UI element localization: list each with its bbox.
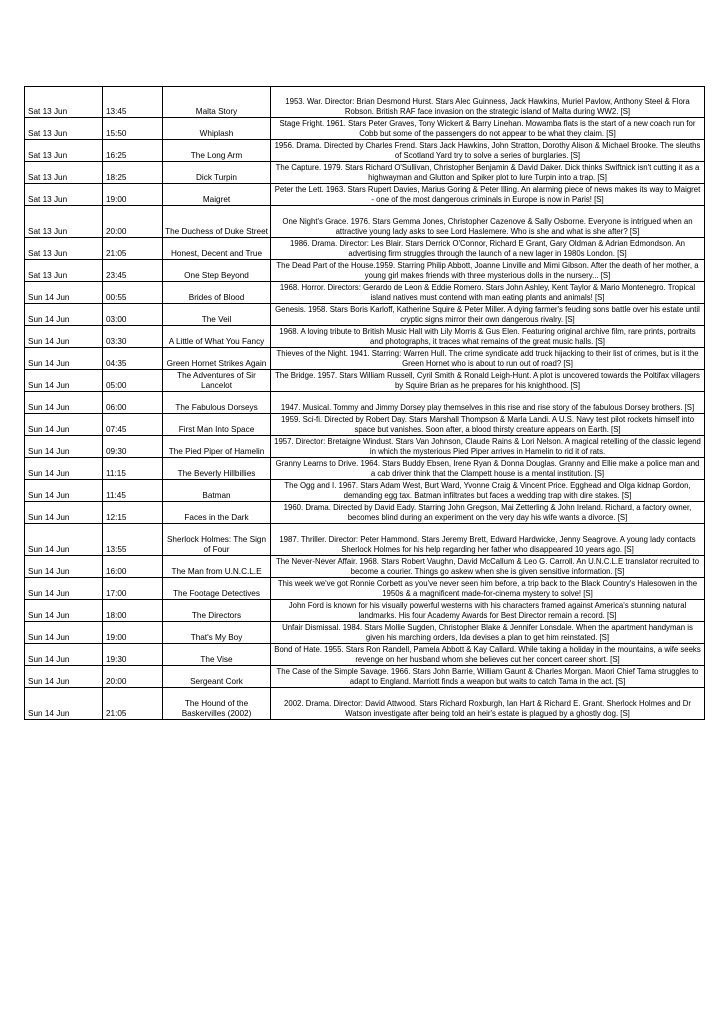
description-cell: 1953. War. Director: Brian Desmond Hurst. Stars Alec Guinness, Jack Hawkins, Muriel Pavlow, Anthony Steel & Flora Robson. British RAF face invasion on the strategic island of Malta during WW2. [S] xyxy=(271,87,705,118)
time-cell: 20:00 xyxy=(103,206,163,238)
schedule-row xyxy=(25,502,705,524)
date-cell: Sat 13 Jun xyxy=(25,238,103,260)
time-cell: 13:55 xyxy=(103,524,163,556)
time-cell: 18:25 xyxy=(103,162,163,184)
schedule-table xyxy=(24,86,705,720)
date-cell: Sat 13 Jun xyxy=(25,206,103,238)
title-cell: First Man Into Space xyxy=(163,414,271,436)
time-cell: 11:15 xyxy=(103,458,163,480)
date-cell: Sat 13 Jun xyxy=(25,260,103,282)
schedule-row xyxy=(25,140,705,162)
title-cell: The Long Arm xyxy=(163,140,271,162)
date-cell: Sun 14 Jun xyxy=(25,436,103,458)
schedule-row xyxy=(25,600,705,622)
description-cell: 1956. Drama. Directed by Charles Frend. Stars Jack Hawkins, John Stratton, Dorothy Alison & Michael Brooke. The sleuths of Scotland Yard try to solve a series of burglaries. [S] xyxy=(271,140,705,162)
date-cell: Sun 14 Jun xyxy=(25,282,103,304)
description-cell: 1968. Horror. Directors: Gerardo de Leon & Eddie Romero. Stars John Ashley, Kent Taylor & Mario Montenegro. Tropical island natives must contend with man eating plants and animals! [S] xyxy=(271,282,705,304)
date-cell: Sat 13 Jun xyxy=(25,184,103,206)
title-cell: Malta Story xyxy=(163,87,271,118)
schedule-sheet xyxy=(24,86,704,720)
schedule-row xyxy=(25,436,705,458)
time-cell: 16:25 xyxy=(103,140,163,162)
time-cell: 17:00 xyxy=(103,578,163,600)
description-cell: Granny Learns to Drive. 1964. Stars Buddy Ebsen, Irene Ryan & Donna Douglas. Granny and Ellie make a police man and a cab driver think that the Clampett house is a mental institution. [S] xyxy=(271,458,705,480)
description-cell: 1947. Musical. Tommy and Jimmy Dorsey play themselves in this rise and rise story of the fabulous Dorsey brothers. [S] xyxy=(271,392,705,414)
date-cell: Sat 13 Jun xyxy=(25,162,103,184)
description-cell: Unfair Dismissal. 1984. Stars Mollie Sugden, Christopher Blake & Jennifer Lonsdale. When the apartment handyman is given his marching orders, Ida devises a plan to get him reinstated. [S] xyxy=(271,622,705,644)
description-cell: 1986. Drama. Director: Les Blair. Stars Derrick O'Connor, Richard E Grant, Gary Oldman & Adrian Edmondson. An advertising firm struggles through the launch of a new lager in 1980s London. [S] xyxy=(271,238,705,260)
time-cell: 09:30 xyxy=(103,436,163,458)
schedule-row xyxy=(25,524,705,556)
title-cell: The Pied Piper of Hamelin xyxy=(163,436,271,458)
title-cell: Dick Turpin xyxy=(163,162,271,184)
schedule-row xyxy=(25,644,705,666)
title-cell: Green Hornet Strikes Again xyxy=(163,348,271,370)
time-cell: 23:45 xyxy=(103,260,163,282)
schedule-row xyxy=(25,206,705,238)
description-cell: 1957. Director: Bretaigne Windust. Stars Van Johnson, Claude Rains & Lori Nelson. A magical retelling of the classic legend in which the mysterious Pied Piper arrives in Hamelin to rid it of rats. xyxy=(271,436,705,458)
title-cell: The Man from U.N.C.L.E xyxy=(163,556,271,578)
schedule-row xyxy=(25,556,705,578)
description-cell: 1959. Sci-fi. Directed by Robert Day. Stars Marshall Thompson & Marla Landi. A U.S. Navy test pilot rockets himself into space but vanishes. Soon after, a blood thirsty creature appears on Earth. [S] xyxy=(271,414,705,436)
title-cell: A Little of What You Fancy xyxy=(163,326,271,348)
title-cell: Maigret xyxy=(163,184,271,206)
date-cell: Sun 14 Jun xyxy=(25,578,103,600)
date-cell: Sun 14 Jun xyxy=(25,458,103,480)
schedule-row xyxy=(25,184,705,206)
title-cell: The Hound of the Baskervilles (2002) xyxy=(163,688,271,720)
description-cell: This week we've got Ronnie Corbett as you've never seen him before, a trip back to the Black Country's Halesowen in the 1950s & a magnificent made-for-cinema mystery to solve! [S] xyxy=(271,578,705,600)
schedule-row xyxy=(25,622,705,644)
title-cell: Brides of Blood xyxy=(163,282,271,304)
date-cell: Sat 13 Jun xyxy=(25,140,103,162)
description-cell: John Ford is known for his visually powerful westerns with his characters framed against America's stunning natural landmarks. His four Academy Awards for Best Director remain a record. [S] xyxy=(271,600,705,622)
title-cell: Whiplash xyxy=(163,118,271,140)
description-cell: The Never-Never Affair. 1968. Stars Robert Vaughn, David McCallum & Leo G. Carroll. An U.N.C.L.E translator recruited to become a courier. Things go askew when she is given sensitive information. [S] xyxy=(271,556,705,578)
title-cell: The Fabulous Dorseys xyxy=(163,392,271,414)
description-cell: 1968. A loving tribute to British Music Hall with Lily Morris & Gus Elen. Featuring original archive film, rare prints, portraits and photographs, it traces what remains of the great music halls. [S] xyxy=(271,326,705,348)
title-cell: That's My Boy xyxy=(163,622,271,644)
schedule-row xyxy=(25,480,705,502)
time-cell: 13:45 xyxy=(103,87,163,118)
description-cell: Thieves of the Night. 1941. Starring: Warren Hull. The crime syndicate add truck hijacking to their list of crimes, but is it the Green Hornet who is about to run out of road? [S] xyxy=(271,348,705,370)
schedule-row xyxy=(25,326,705,348)
schedule-row xyxy=(25,118,705,140)
description-cell: The Case of the Simple Savage. 1966. Stars John Barrie, William Gaunt & Charles Morgan. Maori Chief Tama struggles to adapt to England. Marriott finds a weapon but waits to catch Tama in the act. [S] xyxy=(271,666,705,688)
description-cell: The Bridge. 1957. Stars William Russell, Cyril Smith & Ronald Leigh-Hunt. A plot is uncovered towards the Poltifax villagers by Squire Brian as he prepares for his knighthood. [S] xyxy=(271,370,705,392)
schedule-row xyxy=(25,392,705,414)
date-cell: Sun 14 Jun xyxy=(25,304,103,326)
date-cell: Sun 14 Jun xyxy=(25,622,103,644)
description-cell: Genesis. 1958. Stars Boris Karloff, Katherine Squire & Peter Miller. A dying farmer's feuding sons battle over his estate until cryptic signs mirror their own dangerous rivalry. [S] xyxy=(271,304,705,326)
title-cell: Faces in the Dark xyxy=(163,502,271,524)
schedule-row xyxy=(25,162,705,184)
description-cell: The Dead Part of the House.1959. Starring Philip Abbott, Joanne Linville and Mimi Gibson. After the death of her mother, a young girl makes friends with three mysterious dolls in the nursery... [S] xyxy=(271,260,705,282)
title-cell: One Step Beyond xyxy=(163,260,271,282)
title-cell: The Veil xyxy=(163,304,271,326)
date-cell: Sun 14 Jun xyxy=(25,600,103,622)
title-cell: The Footage Detectives xyxy=(163,578,271,600)
date-cell: Sun 14 Jun xyxy=(25,370,103,392)
schedule-row xyxy=(25,458,705,480)
description-cell: Stage Fright. 1961. Stars Peter Graves, Tony Wickert & Barry Linehan. Mowamba flats is the start of a new coach run for Cobb but some of the passengers do not appear to be what they claim. [S] xyxy=(271,118,705,140)
title-cell: Batman xyxy=(163,480,271,502)
date-cell: Sun 14 Jun xyxy=(25,326,103,348)
date-cell: Sun 14 Jun xyxy=(25,644,103,666)
description-cell: The Ogg and I. 1967. Stars Adam West, Burt Ward, Yvonne Craig & Vincent Price. Egghead and Olga kidnap Gordon, demanding egg tax. Batman infiltrates but faces a wedding trap with dire stakes. [S] xyxy=(271,480,705,502)
time-cell: 05:00 xyxy=(103,370,163,392)
schedule-row xyxy=(25,348,705,370)
description-cell: 2002. Drama. Director: David Attwood. Stars Richard Roxburgh, Ian Hart & Richard E. Grant. Sherlock Holmes and Dr Watson investigate after being told an heir's estate is plagued by a ghostly dog. [S] xyxy=(271,688,705,720)
title-cell: The Vise xyxy=(163,644,271,666)
date-cell: Sun 14 Jun xyxy=(25,414,103,436)
schedule-row xyxy=(25,578,705,600)
description-cell: Peter the Lett. 1963. Stars Rupert Davies, Marius Goring & Peter Illing. An alarming piece of news makes its way to Maigret - one of the most dangerous criminals in Europe is now in Paris! [S] xyxy=(271,184,705,206)
title-cell: Honest, Decent and True xyxy=(163,238,271,260)
schedule-row xyxy=(25,666,705,688)
time-cell: 03:30 xyxy=(103,326,163,348)
description-cell: One Night's Grace. 1976. Stars Gemma Jones, Christopher Cazenove & Sally Osborne. Everyone is intrigued when an attractive young lady asks to see Lord Haslemere. Who is she and what is she after? [S] xyxy=(271,206,705,238)
time-cell: 19:00 xyxy=(103,622,163,644)
time-cell: 03:00 xyxy=(103,304,163,326)
date-cell: Sat 13 Jun xyxy=(25,87,103,118)
schedule-row xyxy=(25,238,705,260)
time-cell: 06:00 xyxy=(103,392,163,414)
time-cell: 11:45 xyxy=(103,480,163,502)
title-cell: The Adventures of Sir Lancelot xyxy=(163,370,271,392)
description-cell: 1987. Thriller. Director: Peter Hammond. Stars Jeremy Brett, Edward Hardwicke, Jenny Seagrove. A young lady contacts Sherlock Holmes for his help regarding her father who disappeared 10 years ago. [S] xyxy=(271,524,705,556)
title-cell: The Duchess of Duke Street xyxy=(163,206,271,238)
description-cell: 1960. Drama. Directed by David Eady. Starring John Gregson, Mai Zetterling & John Ireland. Richard, a factory owner, becomes blind during an experiment on the very day his wife wants a divorce. [S] xyxy=(271,502,705,524)
title-cell: The Beverly Hillbillies xyxy=(163,458,271,480)
time-cell: 15:50 xyxy=(103,118,163,140)
time-cell: 00:55 xyxy=(103,282,163,304)
schedule-row xyxy=(25,282,705,304)
date-cell: Sun 14 Jun xyxy=(25,480,103,502)
time-cell: 21:05 xyxy=(103,238,163,260)
title-cell: The Directors xyxy=(163,600,271,622)
time-cell: 21:05 xyxy=(103,688,163,720)
time-cell: 12:15 xyxy=(103,502,163,524)
time-cell: 07:45 xyxy=(103,414,163,436)
time-cell: 18:00 xyxy=(103,600,163,622)
schedule-row xyxy=(25,414,705,436)
time-cell: 19:00 xyxy=(103,184,163,206)
date-cell: Sun 14 Jun xyxy=(25,524,103,556)
date-cell: Sun 14 Jun xyxy=(25,556,103,578)
schedule-row xyxy=(25,260,705,282)
date-cell: Sun 14 Jun xyxy=(25,348,103,370)
date-cell: Sat 13 Jun xyxy=(25,118,103,140)
time-cell: 04:35 xyxy=(103,348,163,370)
description-cell: Bond of Hate. 1955. Stars Ron Randell, Pamela Abbott & Kay Callard. While taking a holiday in the mountains, a wife seeks revenge on her husband whom she believes cut her concert career short. [S] xyxy=(271,644,705,666)
time-cell: 20:00 xyxy=(103,666,163,688)
date-cell: Sun 14 Jun xyxy=(25,688,103,720)
date-cell: Sun 14 Jun xyxy=(25,666,103,688)
time-cell: 16:00 xyxy=(103,556,163,578)
schedule-row xyxy=(25,688,705,720)
description-cell: The Capture. 1979. Stars Richard O'Sullivan, Christopher Benjamin & David Daker. Dick thinks Swiftnick isn't cutting it as a highwayman and Glutton and Spiker plot to lure Turpin into a trap. [S] xyxy=(271,162,705,184)
schedule-row xyxy=(25,87,705,118)
title-cell: Sergeant Cork xyxy=(163,666,271,688)
schedule-row xyxy=(25,304,705,326)
title-cell: Sherlock Holmes: The Sign of Four xyxy=(163,524,271,556)
date-cell: Sun 14 Jun xyxy=(25,392,103,414)
schedule-row xyxy=(25,370,705,392)
schedule-rows xyxy=(25,87,705,720)
time-cell: 19:30 xyxy=(103,644,163,666)
date-cell: Sun 14 Jun xyxy=(25,502,103,524)
